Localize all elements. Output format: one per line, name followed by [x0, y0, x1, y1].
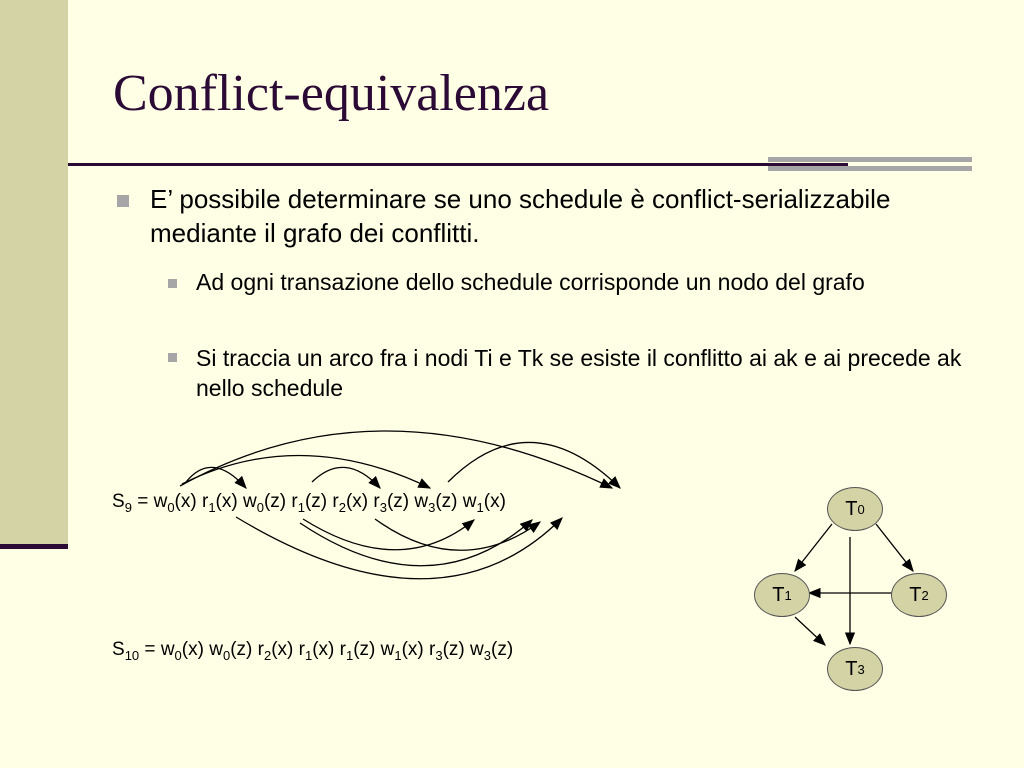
node-index: 0 [857, 501, 865, 517]
operation-type: r [373, 491, 380, 512]
operation-type: w [209, 639, 223, 660]
operation-transaction: 0 [174, 647, 182, 663]
operation-transaction: 1 [304, 647, 313, 663]
operation-type: w [160, 639, 175, 660]
graph-node-t3 [827, 647, 883, 691]
operation-transaction: 2 [338, 499, 346, 515]
schedule-name: S [112, 491, 125, 512]
operation-transaction: 3 [435, 647, 443, 663]
schedule-index: 10 [124, 647, 140, 663]
operation-transaction: 3 [379, 499, 387, 515]
operation-transaction: 3 [428, 499, 436, 515]
node-label: T [845, 497, 858, 520]
schedule-name: S [112, 639, 125, 660]
operation-item: (z) [435, 491, 458, 512]
operation-transaction: 3 [483, 647, 491, 663]
operation-type: r [291, 491, 298, 512]
operation-transaction: 2 [263, 647, 272, 663]
operation-item: (z) [442, 639, 465, 660]
arc-w0z-w3z [300, 520, 532, 566]
operation-transaction: 0 [256, 499, 264, 515]
graph-node-t0 [827, 487, 883, 531]
operation-transaction: 0 [222, 647, 231, 663]
main-bullet: E’ possibile determinare se uno schedule è conflict-serializzabile mediante il grafo dei conflitti. [150, 184, 891, 248]
edge-t1-t3 [795, 617, 825, 645]
operation-type: r [429, 639, 436, 660]
arc-w0x-r2x [182, 455, 430, 488]
operation-item: (z) [230, 639, 253, 660]
operation-item: (z) [491, 639, 514, 660]
arc-w0z-r1z [312, 467, 380, 488]
arc-r1x-w1x [236, 517, 562, 579]
graph-node-t2 [891, 573, 947, 617]
operation-transaction: 1 [345, 647, 354, 663]
arc-r1z-w3z [375, 519, 540, 550]
operation-type: w [414, 491, 429, 512]
operation-item: (x) [181, 639, 204, 660]
arc-r2x-w1x [448, 442, 620, 488]
schedule-equals: = [139, 639, 161, 660]
node-label: T [845, 657, 858, 680]
operation-type: r [332, 491, 339, 512]
edge-t0-t2 [876, 524, 913, 571]
operation-item: (x) [312, 639, 335, 660]
operation-transaction: 0 [167, 499, 175, 515]
node-index: 1 [784, 587, 792, 603]
schedule-equals: = [131, 491, 154, 512]
operation-item: (x) [401, 639, 424, 660]
operation-item: (z) [263, 491, 287, 512]
operation-item: (x) [345, 491, 369, 512]
operation-type: w [470, 639, 484, 660]
graph-node-t1 [754, 573, 810, 617]
operation-transaction: 1 [208, 499, 216, 515]
node-label: T [909, 583, 922, 606]
edge-t0-t1 [795, 524, 832, 571]
operation-type: r [257, 639, 264, 660]
operation-item: (x) [483, 491, 506, 512]
operation-type: w [380, 639, 395, 660]
operation-type: r [201, 491, 209, 512]
operation-type: w [242, 491, 257, 512]
operation-type: r [339, 639, 346, 660]
operation-transaction: 1 [394, 647, 402, 663]
operation-item: (z) [353, 639, 376, 660]
node-label: T [772, 583, 785, 606]
arc-w0z-r3z [303, 519, 474, 550]
operation-item: (x) [271, 639, 294, 660]
node-index: 2 [921, 587, 929, 603]
operation-type: w [153, 491, 168, 512]
schedule-index: 9 [124, 499, 132, 515]
operation-transaction: 1 [297, 499, 305, 515]
sub-bullet-2: Si traccia un arco fra i nodi Ti e Tk se esiste il conflitto ai ak e ai precede ak nello schedule [196, 345, 962, 401]
sub-bullet-1: Ad ogni transazione dello schedule corrisponde un nodo del grafo [196, 269, 865, 295]
operation-item: (x) [215, 491, 238, 512]
operation-type: r [298, 639, 305, 660]
operation-type: w [462, 491, 477, 512]
operation-item: (z) [386, 491, 410, 512]
operation-item: (x) [174, 491, 197, 512]
operation-transaction: 1 [476, 499, 484, 515]
arc-w0x-w1x [180, 431, 612, 488]
slide-title: Conflict-equivalenza [113, 65, 550, 122]
operation-item: (z) [304, 491, 328, 512]
node-index: 3 [857, 661, 865, 677]
